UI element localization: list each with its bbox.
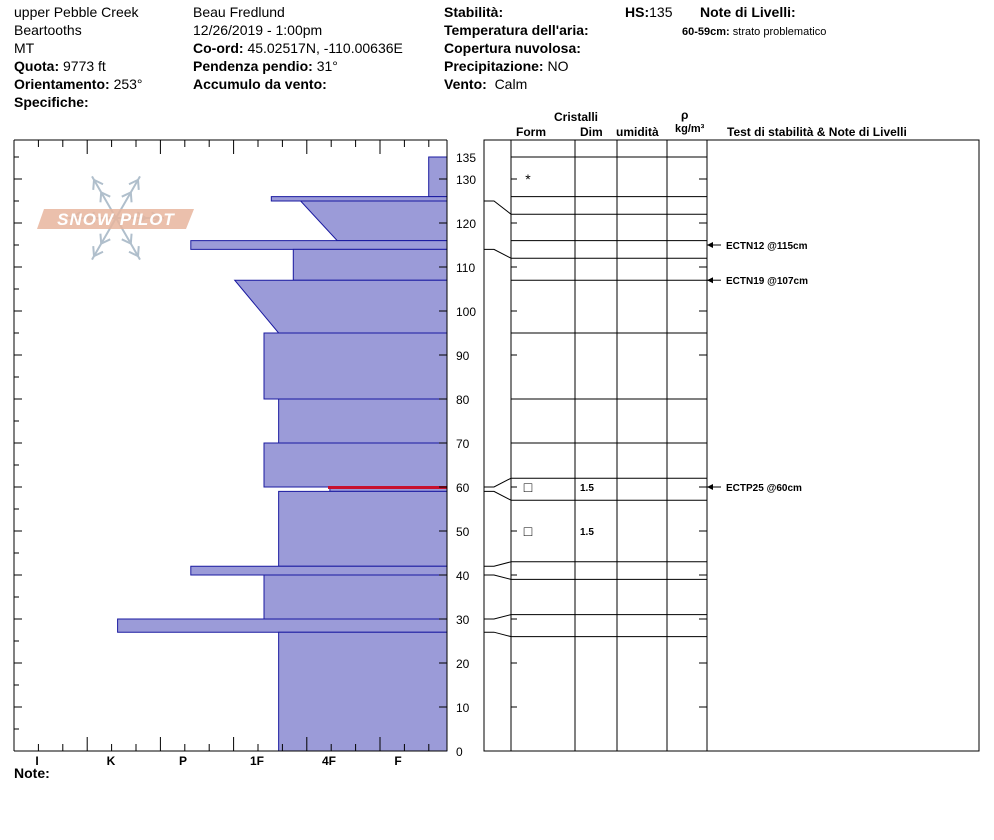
elevation-label: Quota: [14, 58, 60, 74]
layer-notes-label: Note di Livelli: [700, 4, 796, 20]
tests-header: Test di stabilità & Note di Livelli [727, 125, 907, 139]
coord-label: Co-ord: [193, 40, 244, 56]
hardness-tick-label-1F: 1F [249, 754, 265, 768]
hardness-tick-label-F: F [394, 754, 402, 768]
precip-value: NO [547, 58, 569, 74]
height-tick-label-70: 70 [456, 437, 470, 451]
cloud-label: Copertura nuvolosa: [444, 40, 581, 56]
precip-label: Precipitazione: [444, 58, 544, 74]
specifics-label: Specifiche: [14, 94, 89, 110]
hs-label: HS: [625, 4, 650, 20]
state-name: MT [14, 40, 35, 56]
connector-14 [484, 632, 511, 636]
connector-9 [484, 478, 511, 487]
hardness-bar-2 [301, 201, 447, 241]
height-tick-label-130: 130 [456, 173, 477, 187]
elevation-value: 9773 ft [63, 58, 106, 74]
table-border [484, 140, 979, 751]
stability-test-markers [707, 241, 808, 494]
crystal-size-2: 1.5 [580, 527, 594, 538]
hardness-bar-1 [271, 197, 447, 201]
slope-label: Pendenza pendio: [193, 58, 313, 74]
moisture-header: umidità [616, 125, 659, 139]
test-arrow-head-0 [707, 242, 713, 248]
stability-label: Stabilità: [444, 4, 504, 20]
layer-note-text: strato problematico [732, 26, 827, 38]
height-tick-label-135: 135 [456, 151, 477, 165]
layer-note-range: 60-59cm: [682, 26, 730, 38]
range-name: Beartooths [14, 22, 82, 38]
connector-10 [484, 491, 511, 500]
connector-2 [484, 201, 511, 214]
height-tick-label-50: 50 [456, 525, 470, 539]
hardness-bar-0 [429, 157, 447, 197]
connector-13 [484, 615, 511, 619]
connector-4 [484, 249, 511, 258]
snowpilot-logo [37, 176, 194, 259]
hardness-bar-7 [279, 399, 447, 443]
hardness-bar-14 [279, 632, 447, 751]
coord-value: 45.02517N, -110.00636E [247, 40, 403, 56]
test-arrow-head-1 [707, 277, 713, 283]
aspect-value: 253° [113, 76, 143, 92]
crystals-header: Cristalli [554, 110, 599, 124]
rho-header: ρ [681, 108, 689, 122]
test-arrow-head-2 [707, 484, 713, 490]
height-tick-label-90: 90 [456, 349, 470, 363]
air-temp-label: Temperatura dell'aria: [444, 22, 589, 38]
notes-label: Note: [14, 765, 50, 781]
height-tick-label-0: 0 [456, 745, 463, 759]
height-tick-label-120: 120 [456, 217, 477, 231]
observer-name: Beau Fredlund [193, 4, 285, 20]
aspect-label: Orientamento: [14, 76, 110, 92]
density-unit-header: kg/m³ [675, 123, 705, 135]
hardness-bar-6 [264, 333, 447, 399]
height-tick-label-100: 100 [456, 305, 477, 319]
logo-text: SNOW PILOT [57, 210, 175, 229]
hardness-tick-label-P: P [178, 754, 188, 768]
wind-loading-label: Accumulo da vento: [193, 76, 327, 92]
hardness-bar-8 [264, 443, 447, 487]
height-tick-label-80: 80 [456, 393, 470, 407]
crystal-form-1: □ [523, 479, 533, 495]
hardness-tick-label-K: K [106, 754, 116, 768]
form-header: Form [516, 125, 546, 139]
hardness-tick-label-4F: 4F [321, 754, 337, 768]
height-tick-label-30: 30 [456, 613, 470, 627]
hardness-bar-4 [293, 249, 447, 280]
test-label-2: ECTP25 @60cm [726, 483, 802, 494]
hardness-bars [118, 157, 447, 751]
size-header: Dim [580, 125, 603, 139]
height-tick-label-110: 110 [456, 261, 476, 275]
height-tick-label-60: 60 [456, 481, 470, 495]
test-label-0: ECTN12 @115cm [726, 241, 808, 252]
connector-12 [484, 575, 511, 579]
connector-11 [484, 562, 511, 566]
location-name: upper Pebble Creek [14, 4, 139, 20]
hardness-bar-13 [118, 619, 447, 632]
hardness-tick-label-I: I [35, 754, 39, 768]
observation-datetime: 12/26/2019 - 1:00pm [193, 22, 323, 38]
hardness-bar-12 [264, 575, 447, 619]
height-tick-label-20: 20 [456, 657, 470, 671]
hardness-bar-3 [191, 241, 447, 250]
slope-value: 31° [316, 58, 338, 74]
hs-value: 135 [649, 4, 673, 20]
wind-label: Vento: [444, 76, 487, 92]
height-tick-label-40: 40 [456, 569, 470, 583]
height-tick-label-10: 10 [456, 701, 470, 715]
hardness-bar-10 [279, 491, 447, 566]
hardness-bar-11 [191, 566, 447, 575]
crystal-form-0: * [525, 171, 531, 187]
crystal-size-1: 1.5 [580, 483, 594, 494]
wind-value: Calm [494, 76, 528, 92]
crystal-form-2: □ [523, 523, 533, 539]
hardness-bar-5 [235, 280, 447, 333]
crystal-table [484, 140, 979, 751]
problem-layer-mark [328, 486, 447, 489]
test-label-1: ECTN19 @107cm [726, 276, 809, 288]
